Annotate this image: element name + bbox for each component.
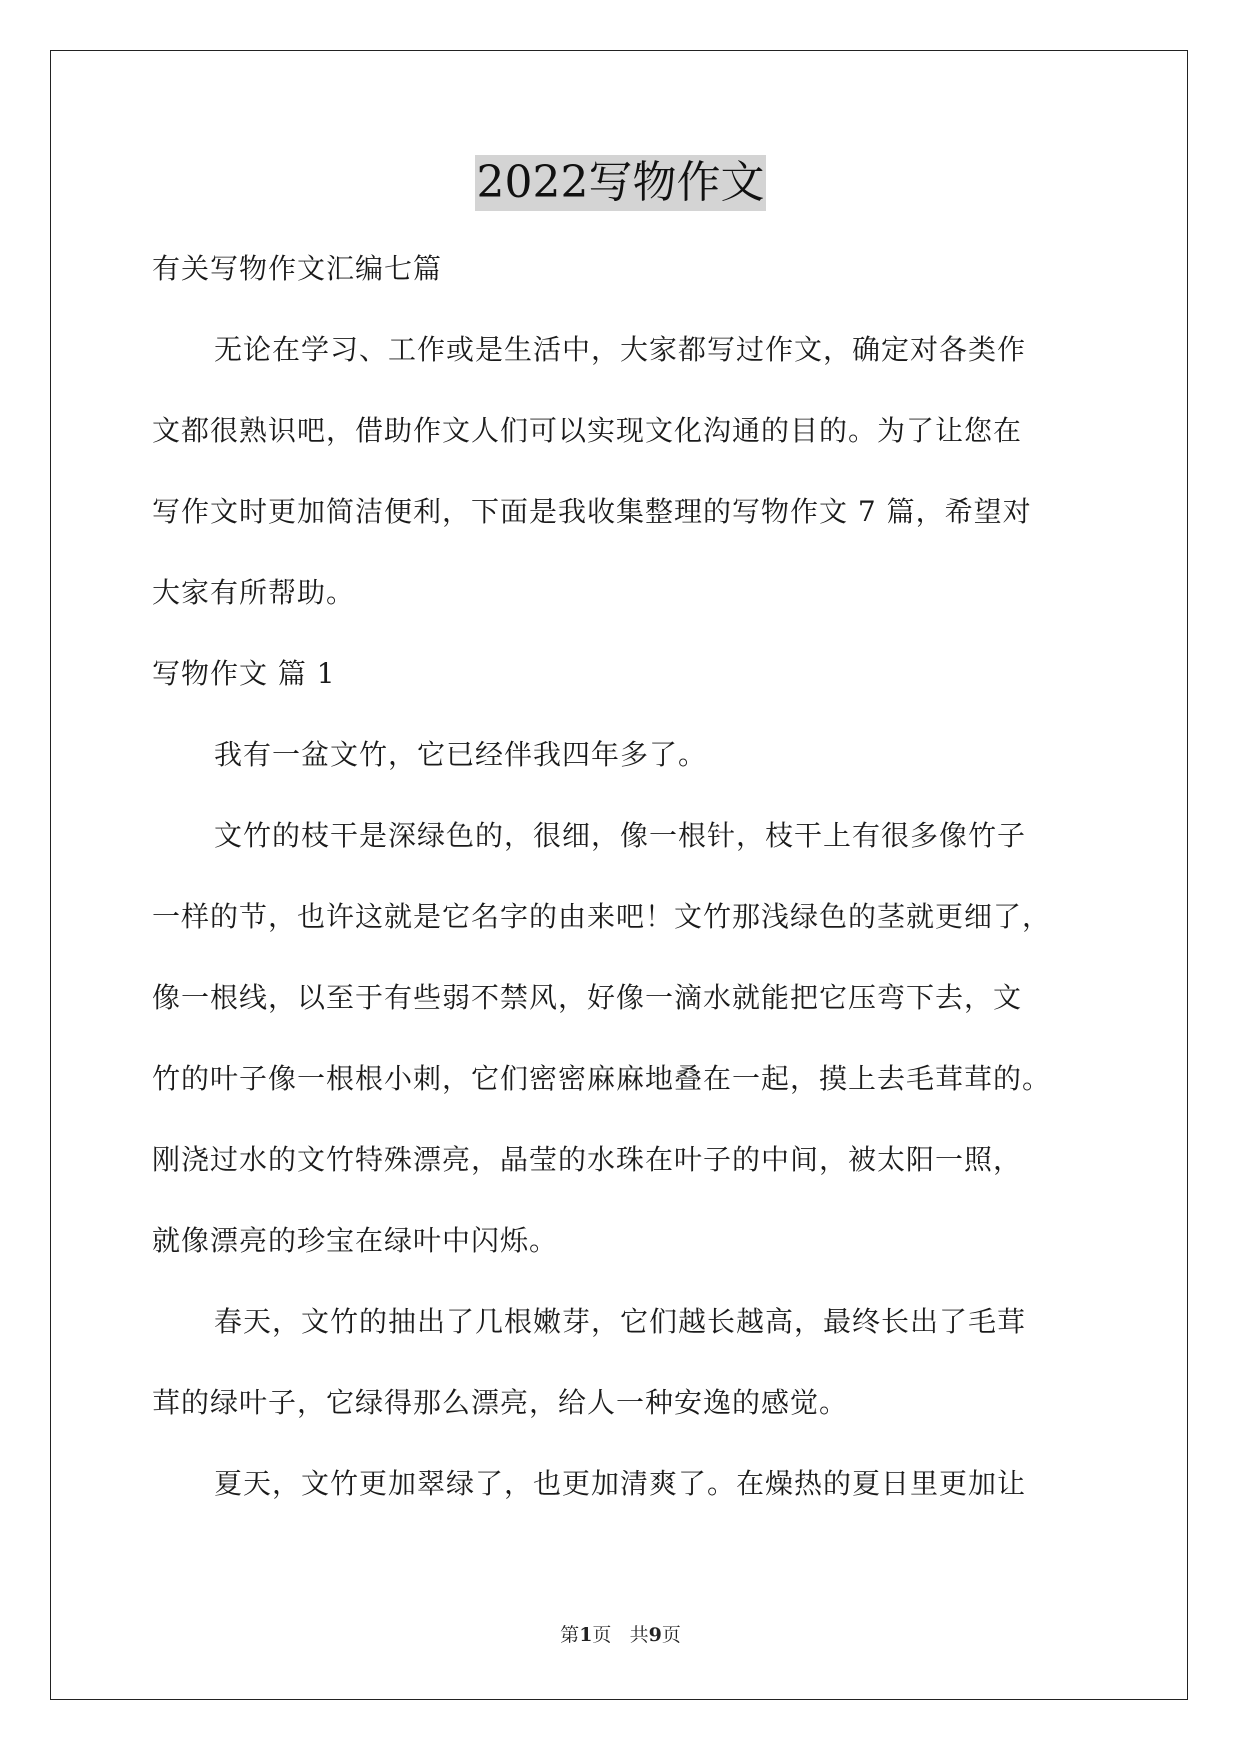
text-line: 茸的绿叶子，它绿得那么漂亮，给人一种安逸的感觉。 bbox=[152, 1386, 849, 1419]
text-line: 竹的叶子像一根根小刺，它们密密麻麻地叠在一起，摸上去毛茸茸的。 bbox=[152, 1062, 1052, 1095]
text-line: 文都很熟识吧，借助作文人们可以实现文化沟通的目的。为了让您在 bbox=[152, 414, 1023, 447]
text-line: 像一根线，以至于有些弱不禁风，好像一滴水就能把它压弯下去，文 bbox=[152, 981, 1023, 1014]
text-line: 写作文时更加简洁便利，下面是我收集整理的写物作文 7 篇，希望对 bbox=[152, 495, 1032, 528]
footer-page-word: 页 bbox=[592, 1624, 612, 1646]
text-line: 就像漂亮的珍宝在绿叶中闪烁。 bbox=[152, 1224, 559, 1257]
title-container bbox=[0, 155, 1241, 211]
footer-total-prefix: 共 bbox=[629, 1624, 649, 1646]
document-title: 2022写物作文 bbox=[475, 155, 767, 211]
footer-prefix: 第 bbox=[560, 1624, 580, 1646]
document-subtitle: 有关写物作文汇编七篇 bbox=[152, 252, 443, 285]
text-line: 文竹的枝干是深绿色的，很细，像一根针，枝干上有很多像竹子 bbox=[214, 819, 1027, 852]
text-line: 一样的节，也许这就是它名字的由来吧！文竹那浅绿色的茎就更细了， bbox=[152, 900, 1052, 933]
text-line: 夏天，文竹更加翠绿了，也更加清爽了。在燥热的夏日里更加让 bbox=[214, 1467, 1027, 1500]
text-line: 我有一盆文竹，它已经伴我四年多了。 bbox=[214, 738, 708, 771]
page-footer bbox=[0, 1620, 1241, 1647]
footer-total-suffix: 页 bbox=[661, 1624, 681, 1646]
text-line: 春天，文竹的抽出了几根嫩芽，它们越长越高，最终长出了毛茸 bbox=[214, 1305, 1027, 1338]
text-line: 刚浇过水的文竹特殊漂亮，晶莹的水珠在叶子的中间，被太阳一照， bbox=[152, 1143, 1023, 1176]
current-page-number: 1 bbox=[579, 1624, 593, 1646]
paragraph-lines bbox=[152, 309, 1112, 1524]
total-pages-number: 9 bbox=[648, 1624, 662, 1646]
document-body bbox=[152, 228, 1112, 1524]
text-line: 写物作文 篇 1 bbox=[152, 657, 336, 690]
text-line: 大家有所帮助。 bbox=[152, 576, 356, 609]
text-line: 无论在学习、工作或是生活中，大家都写过作文，确定对各类作 bbox=[214, 333, 1027, 366]
